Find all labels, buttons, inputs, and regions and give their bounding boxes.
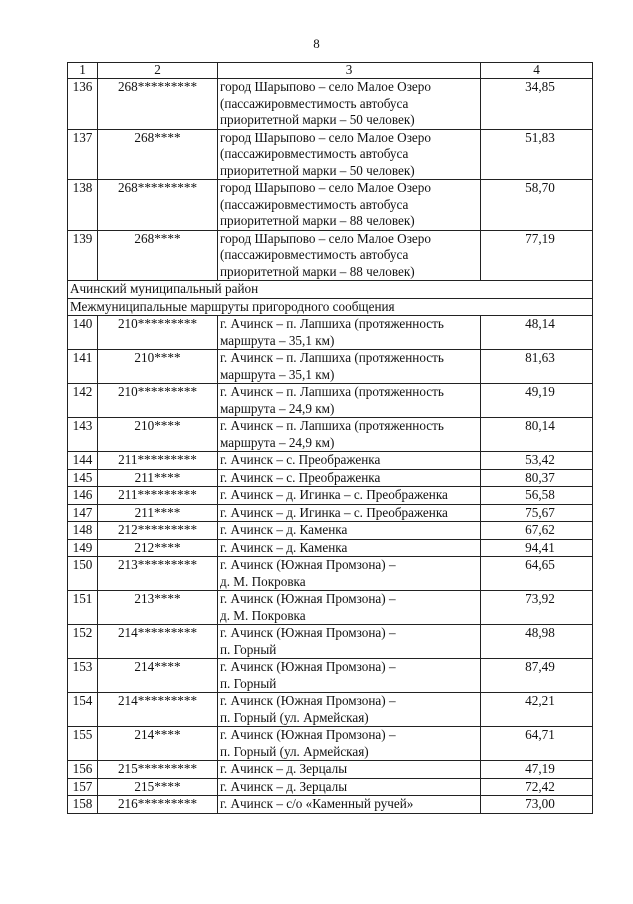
tariff-value: 42,21 — [481, 693, 593, 727]
table-row — [68, 778, 593, 796]
tariff-value: 48,14 — [481, 316, 593, 350]
route-line: г. Ачинск (Южная Промзона) – — [220, 727, 396, 742]
table-row — [68, 384, 593, 418]
table-row — [68, 316, 593, 350]
route-line: маршрута – 24,9 км) — [220, 434, 335, 450]
route-code: 211********* — [98, 452, 218, 470]
tariff-value: 80,14 — [481, 418, 593, 452]
route-line: г. Ачинск – д. Игинка – с. Преображенка — [220, 504, 448, 520]
row-number: 140 — [68, 316, 98, 350]
table-body-achinsk — [68, 316, 593, 814]
route-line: г. Ачинск – д. Зерцалы — [220, 778, 348, 794]
route-code: 213**** — [98, 591, 218, 625]
tariff-value: 58,70 — [481, 180, 593, 231]
route-line: г. Ачинск – с. Преображенка — [220, 452, 381, 467]
route-line: г. Ачинск – п. Лапшиха (протяженность — [220, 350, 444, 365]
header-col-3: 3 — [218, 63, 481, 79]
header-col-1: 1 — [68, 63, 98, 79]
route-code: 215**** — [98, 778, 218, 796]
tariff-value: 87,49 — [481, 659, 593, 693]
row-number: 149 — [68, 539, 98, 557]
route-line: (пассажировместимость автобуса — [220, 196, 409, 212]
tariff-value: 77,19 — [481, 230, 593, 281]
tariff-value: 51,83 — [481, 129, 593, 180]
route-name — [218, 778, 481, 796]
route-name — [218, 129, 481, 180]
tariff-value: 53,42 — [481, 452, 593, 470]
route-line: г. Ачинск (Южная Промзона) – — [220, 591, 396, 606]
route-code: 214********* — [98, 625, 218, 659]
tariff-value: 48,98 — [481, 625, 593, 659]
tariff-value: 94,41 — [481, 539, 593, 557]
row-number: 137 — [68, 129, 98, 180]
row-number: 148 — [68, 522, 98, 540]
tariff-value: 64,65 — [481, 557, 593, 591]
row-number: 153 — [68, 659, 98, 693]
row-number: 146 — [68, 487, 98, 505]
route-line: г. Ачинск (Южная Промзона) – — [220, 557, 396, 572]
row-number: 154 — [68, 693, 98, 727]
route-code: 268********* — [98, 79, 218, 130]
table-row — [68, 625, 593, 659]
table-row — [68, 796, 593, 814]
route-line: город Шарыпово – село Малое Озеро — [220, 180, 431, 195]
route-name — [218, 469, 481, 487]
row-number: 136 — [68, 79, 98, 130]
route-name — [218, 384, 481, 418]
route-name — [218, 625, 481, 659]
row-number: 151 — [68, 591, 98, 625]
route-name — [218, 418, 481, 452]
table-row — [68, 539, 593, 557]
route-line: г. Ачинск – д. Игинка – с. Преображенка — [220, 487, 448, 502]
route-line: маршрута – 35,1 км) — [220, 332, 335, 348]
route-code: 210**** — [98, 350, 218, 384]
route-code: 214**** — [98, 727, 218, 761]
route-name — [218, 761, 481, 779]
route-line: г. Ачинск – д. Зерцалы — [220, 761, 348, 776]
tariff-table — [67, 62, 593, 814]
route-code: 214********* — [98, 693, 218, 727]
header-row — [68, 63, 593, 79]
route-code: 210********* — [98, 316, 218, 350]
route-line: (пассажировместимость автобуса — [220, 146, 409, 161]
section-rows — [68, 281, 593, 316]
route-line: д. М. Покровка — [220, 573, 306, 589]
row-number: 143 — [68, 418, 98, 452]
row-number: 145 — [68, 469, 98, 487]
route-name — [218, 796, 481, 814]
route-code: 210**** — [98, 418, 218, 452]
table-row — [68, 487, 593, 505]
route-line: г. Ачинск – п. Лапшиха (протяженность — [220, 316, 444, 331]
tariff-value: 64,71 — [481, 727, 593, 761]
table-row — [68, 522, 593, 540]
section-title: Ачинский муниципальный район — [68, 281, 593, 299]
tariff-value: 67,62 — [481, 522, 593, 540]
route-line: город Шарыпово – село Малое Озеро — [220, 230, 431, 246]
row-number: 147 — [68, 504, 98, 522]
route-name — [218, 316, 481, 350]
row-number: 155 — [68, 727, 98, 761]
route-line: п. Горный — [220, 675, 277, 691]
header-col-4: 4 — [481, 63, 593, 79]
page-number: 8 — [313, 36, 320, 51]
tariff-value: 81,63 — [481, 350, 593, 384]
route-name — [218, 591, 481, 625]
route-line: приоритетной марки – 50 человек) — [220, 112, 415, 127]
table-row — [68, 180, 593, 231]
table-row — [68, 230, 593, 281]
route-line: приоритетной марки – 88 человек) — [220, 263, 415, 279]
route-code: 268**** — [98, 230, 218, 281]
route-code: 211********* — [98, 487, 218, 505]
route-line: город Шарыпово – село Малое Озеро — [220, 79, 431, 94]
route-line: (пассажировместимость автобуса — [220, 95, 409, 111]
tariff-value: 47,19 — [481, 761, 593, 779]
route-name — [218, 504, 481, 522]
tariff-value: 72,42 — [481, 778, 593, 796]
table-row — [68, 557, 593, 591]
route-code: 212**** — [98, 539, 218, 557]
tariff-value: 73,92 — [481, 591, 593, 625]
route-name — [218, 539, 481, 557]
route-line: г. Ачинск – п. Лапшиха (протяженность — [220, 418, 444, 433]
table-row — [68, 350, 593, 384]
row-number: 144 — [68, 452, 98, 470]
route-line: маршрута – 24,9 км) — [220, 400, 335, 416]
route-line: (пассажировместимость автобуса — [220, 247, 409, 262]
route-code: 213********* — [98, 557, 218, 591]
route-name — [218, 350, 481, 384]
row-number: 142 — [68, 384, 98, 418]
route-line: п. Горный (ул. Армейская) — [220, 709, 369, 725]
table-row — [68, 591, 593, 625]
tariff-value: 34,85 — [481, 79, 593, 130]
table-row — [68, 761, 593, 779]
route-line: п. Горный (ул. Армейская) — [220, 743, 369, 759]
route-name — [218, 659, 481, 693]
route-line: приоритетной марки – 88 человек) — [220, 213, 415, 228]
route-line: г. Ачинск (Южная Промзона) – — [220, 693, 396, 708]
table-row — [68, 452, 593, 470]
route-line: г. Ачинск – п. Лапшиха (протяженность — [220, 384, 444, 399]
route-line: г. Ачинск (Южная Промзона) – — [220, 659, 396, 674]
row-number: 141 — [68, 350, 98, 384]
table-row — [68, 727, 593, 761]
route-code: 268********* — [98, 180, 218, 231]
route-line: г. Ачинск – д. Каменка — [220, 522, 348, 537]
table-header — [68, 63, 593, 79]
table-body-sharypovo — [68, 79, 593, 281]
table-row — [68, 469, 593, 487]
route-code: 211**** — [98, 504, 218, 522]
route-line: г. Ачинск (Южная Промзона) – — [220, 625, 396, 640]
row-number: 138 — [68, 180, 98, 231]
table-row — [68, 504, 593, 522]
route-code: 214**** — [98, 659, 218, 693]
route-name — [218, 452, 481, 470]
table-row — [68, 693, 593, 727]
tariff-value: 73,00 — [481, 796, 593, 814]
tariff-value: 56,58 — [481, 487, 593, 505]
route-name — [218, 487, 481, 505]
route-line: г. Ачинск – с. Преображенка — [220, 469, 381, 485]
route-code: 211**** — [98, 469, 218, 487]
row-number: 152 — [68, 625, 98, 659]
header-col-2: 2 — [98, 63, 218, 79]
row-number: 150 — [68, 557, 98, 591]
table-row — [68, 79, 593, 130]
table-row — [68, 129, 593, 180]
route-code: 215********* — [98, 761, 218, 779]
table-row — [68, 659, 593, 693]
route-line: г. Ачинск – с/о «Каменный ручей» — [220, 796, 414, 811]
route-line: приоритетной марки – 50 человек) — [220, 162, 415, 178]
route-line: маршрута – 35,1 км) — [220, 366, 335, 382]
route-name — [218, 79, 481, 130]
route-code: 212********* — [98, 522, 218, 540]
route-name — [218, 693, 481, 727]
row-number: 139 — [68, 230, 98, 281]
route-name — [218, 230, 481, 281]
tariff-value: 75,67 — [481, 504, 593, 522]
route-name — [218, 180, 481, 231]
row-number: 156 — [68, 761, 98, 779]
section-row — [68, 281, 593, 299]
route-line: д. М. Покровка — [220, 607, 306, 623]
route-code: 210********* — [98, 384, 218, 418]
route-code: 216********* — [98, 796, 218, 814]
route-name — [218, 727, 481, 761]
row-number: 157 — [68, 778, 98, 796]
route-line: г. Ачинск – д. Каменка — [220, 539, 348, 555]
tariff-value: 49,19 — [481, 384, 593, 418]
route-name — [218, 522, 481, 540]
subsection-row — [68, 298, 593, 316]
route-code: 268**** — [98, 129, 218, 180]
route-name — [218, 557, 481, 591]
route-line: город Шарыпово – село Малое Озеро — [220, 129, 431, 145]
route-line: п. Горный — [220, 641, 277, 657]
table-row — [68, 418, 593, 452]
row-number: 158 — [68, 796, 98, 814]
tariff-value: 80,37 — [481, 469, 593, 487]
subsection-title: Межмуниципальные маршруты пригородного сообщения — [68, 298, 593, 316]
